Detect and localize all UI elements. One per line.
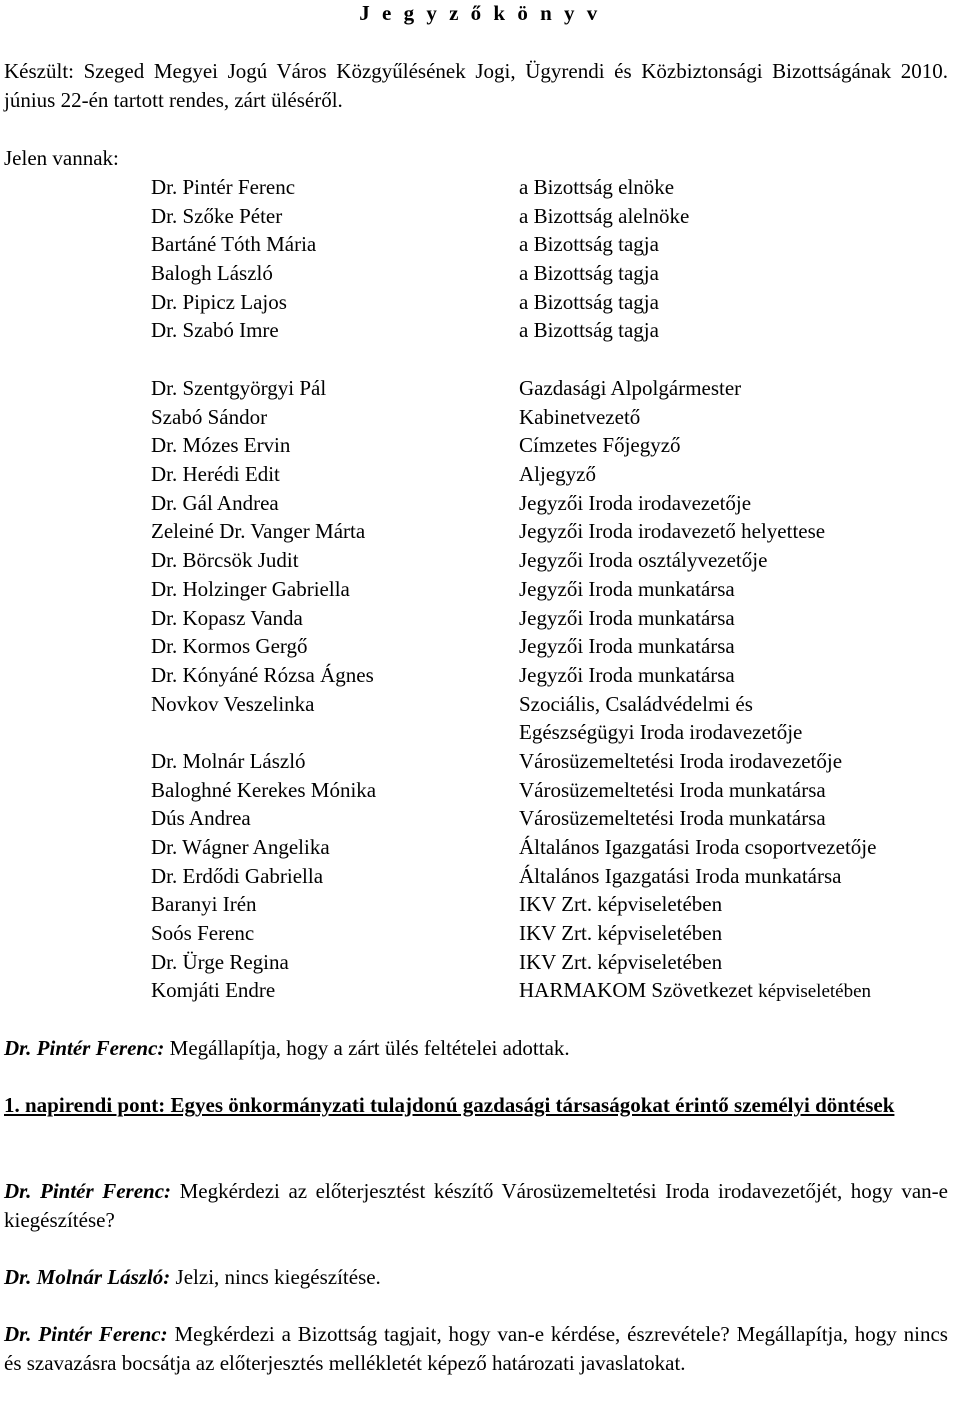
official-role: Általános Igazgatási Iroda munkatársa [519, 863, 842, 888]
member-role: a Bizottság tagja [519, 261, 659, 286]
official-role: Városüzemeltetési Iroda munkatársa [519, 777, 826, 802]
official-name: Dr. Gál Andrea [151, 490, 279, 515]
member-name: Dr. Pintér Ferenc [151, 175, 296, 199]
member-role: a Bizottság alelnöke [519, 203, 690, 228]
official-role: Városüzemeltetési Iroda munkatársa [519, 806, 826, 831]
official-name: Novkov Veszelinka [151, 691, 315, 716]
statement-text: Megállapítja, hogy a zárt ülés feltételei adottak. [164, 1036, 570, 1060]
official-name: Dr. Szentgyörgyi Pál [151, 376, 327, 400]
official-name: Dr. Mózes Ervin [151, 433, 291, 458]
official-role: IKV Zrt. képviseletében [519, 892, 723, 917]
official-role: Egészségügyi Iroda irodavezetője [519, 720, 803, 745]
statement-text: Megkérdezi a Bizottság tagjait, hogy van-e kérdése, észrevétele? Megállapítja, hogy nincs és szavazásra bocsátja az előterjesztés mellékletét képező határozati javaslatokat. [4, 1322, 948, 1375]
agenda-heading: 1. napirendi pont: Egyes önkormányzati tulajdonú gazdasági társaságokat érintő személyi döntések [4, 1093, 895, 1117]
present-label: Jelen vannak: [4, 146, 119, 170]
official-name: Dr. Holzinger Gabriella [151, 576, 350, 601]
member-name: Bartáné Tóth Mária [151, 232, 317, 257]
official-role: Jegyzői Iroda irodavezetője [519, 490, 752, 515]
official-name: Dr. Erdődi Gabriella [151, 863, 324, 888]
speaker-name: Dr. Pintér Ferenc: [4, 1179, 172, 1203]
intro-paragraph: Készült: Szeged Megyei Jogú Város Közgyűlésének Jogi, Ügyrendi és Közbiztonsági Bizottságának 2010. június 22-én tartott rendes, zárt üléséről. [4, 59, 948, 112]
speaker-name: Dr. Pintér Ferenc: [4, 1322, 168, 1346]
speaker-name: Dr. Molnár László: [4, 1265, 171, 1289]
official-name: Dr. Kormos Gergő [151, 634, 308, 659]
statement-4 [4, 1320, 948, 1377]
statement-2 [4, 1177, 948, 1234]
member-role: a Bizottság tagja [519, 232, 659, 257]
statement-1 [4, 1034, 948, 1063]
statement-3 [4, 1263, 948, 1292]
official-name: Dr. Ürge Regina [151, 949, 289, 974]
official-role: Aljegyző [519, 462, 596, 487]
official-role-text: HARMAKOM Szövetkezet [519, 978, 753, 1003]
member-name: Dr. Szabó Imre [151, 318, 279, 343]
official-role: Jegyzői Iroda munkatársa [519, 662, 735, 687]
official-role [519, 976, 876, 1005]
official-role: Szociális, Családvédelmi és [519, 691, 753, 716]
official-role: Jegyzői Iroda munkatársa [519, 576, 735, 601]
official-role: Általános Igazgatási Iroda csoportvezetője [519, 835, 877, 859]
official-role: Jegyzői Iroda irodavezető helyettese [519, 519, 826, 544]
official-name: Szabó Sándor [151, 404, 268, 429]
official-name: Dr. Wágner Angelika [151, 835, 330, 859]
member-role: a Bizottság tagja [519, 289, 659, 314]
member-name: Balogh László [151, 261, 273, 286]
official-role: Kabinetvezető [519, 404, 641, 429]
official-role-suffix: képviseletében [758, 981, 872, 1003]
official-name: Dr. Kónyáné Rózsa Ágnes [151, 662, 374, 687]
official-name: Zeleiné Dr. Vanger Márta [151, 519, 366, 544]
speaker-name: Dr. Pintér Ferenc: [4, 1036, 165, 1060]
official-role: Jegyzői Iroda munkatársa [519, 605, 735, 630]
official-name: Baranyi Irén [151, 892, 257, 917]
official-role: Jegyzői Iroda munkatársa [519, 634, 735, 659]
official-name: Dr. Kopasz Vanda [151, 605, 303, 630]
official-role: IKV Zrt. képviseletében [519, 949, 723, 974]
official-name: Dús Andrea [151, 806, 251, 831]
member-name: Dr. Szőke Péter [151, 203, 283, 228]
official-role: Gazdasági Alpolgármester [519, 376, 742, 400]
statement-text: Megkérdezi az előterjesztést készítő Városüzemeltetési Iroda irodavezetőjét, hogy van-e kiegészítése? [4, 1179, 948, 1232]
member-role: a Bizottság elnöke [519, 175, 675, 199]
document-title: J e g y z ő k ö n y v [359, 1, 601, 25]
official-name: Komjáti Endre [151, 978, 276, 1003]
official-role: Címzetes Főjegyző [519, 433, 681, 458]
official-name: Dr. Börcsök Judit [151, 548, 299, 573]
official-role: Városüzemeltetési Iroda irodavezetője [519, 748, 843, 773]
member-name: Dr. Pipicz Lajos [151, 289, 287, 314]
official-name: Dr. Molnár László [151, 748, 306, 773]
agenda-item [4, 1091, 948, 1120]
official-name [151, 718, 376, 747]
official-role: IKV Zrt. képviseletében [519, 921, 723, 946]
official-role: Jegyzői Iroda osztályvezetője [519, 548, 768, 573]
official-name: Baloghné Kerekes Mónika [151, 777, 377, 802]
statement-text: Jelzi, nincs kiegészítése. [170, 1265, 381, 1289]
official-name: Soós Ferenc [151, 921, 255, 946]
member-role: a Bizottság tagja [519, 318, 659, 343]
official-name: Dr. Herédi Edit [151, 462, 280, 487]
